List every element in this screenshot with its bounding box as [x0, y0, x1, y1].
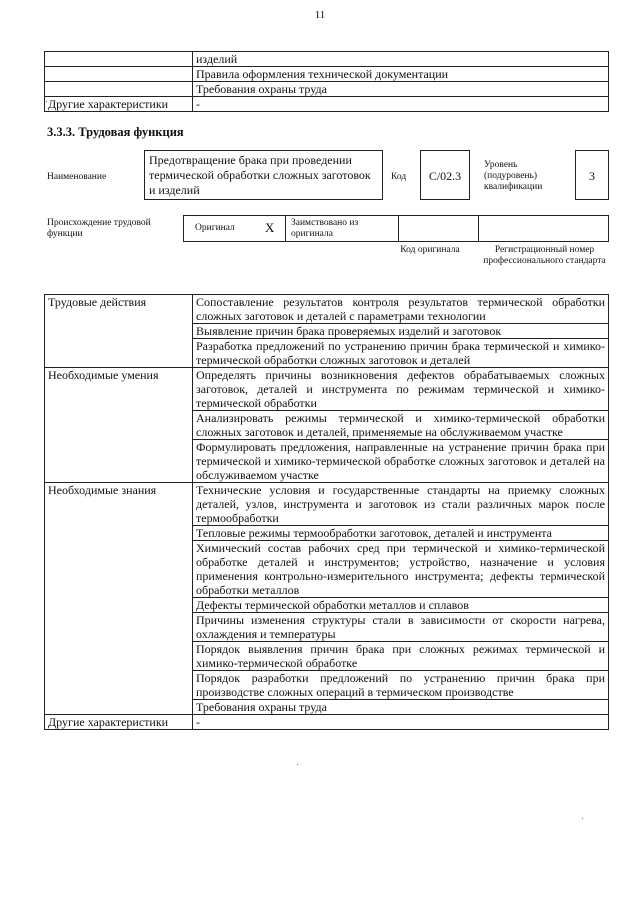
level-box	[575, 150, 609, 200]
origin-divider	[285, 215, 286, 242]
table-cell-label: Другие характеристики	[45, 97, 193, 112]
group-item: Сопоставление результатов контроля результатов термической обработки сложных заготовок и деталей с параметрами технологии	[193, 295, 609, 324]
original-mark: Х	[265, 220, 275, 235]
group-item: Выявление причин брака проверяемых изделий и заготовок	[193, 324, 609, 339]
origin-divider	[398, 215, 399, 242]
code-box	[420, 150, 470, 200]
origin-divider	[478, 215, 479, 242]
table-row	[45, 97, 609, 112]
name-label: Наименование	[47, 172, 107, 182]
code-value: С/02.3	[428, 169, 462, 183]
scan-speck	[582, 818, 583, 819]
table-cell-value: Правила оформления технической документации	[193, 67, 609, 82]
group-item: Химический состав рабочих сред при термической и химико-термической обработке деталей и инструментов; устройство, назначение и условия применения контрольно-измерительного инструмента; дефекты термической обработки металлов	[193, 541, 609, 598]
table-row	[45, 715, 609, 730]
code-label: Код	[391, 172, 407, 182]
group-label: Необходимые умения	[45, 368, 193, 483]
main-function-table	[44, 294, 609, 730]
reg-number-caption: Регистрационный номер профессионального стандарта	[483, 245, 606, 266]
table-cell-value: Требования охраны труда	[193, 82, 609, 97]
group-item: Разработка предложений по устранению причин брака термической и химико-термической обработки сложных заготовок и деталей	[193, 339, 609, 368]
table-cell-value: изделий	[193, 52, 609, 67]
scan-speck	[297, 764, 298, 765]
group-item: Определять причины возникновения дефектов обрабатываемых сложных заготовок, деталей и инструмента по режимам термической и химико-термической обработки	[193, 368, 609, 411]
table-row	[45, 368, 609, 411]
section-title: 3.3.3. Трудовая функция	[47, 125, 184, 139]
group-item: Формулировать предложения, направленные на устранение причин брака при термической и химико-термической обработке сложных заготовок и деталей на обслуживаемом участке	[193, 440, 609, 483]
page-number: 11	[314, 9, 326, 21]
group-item: Причины изменения структуры стали в зависимости от скорости нагрева, охлаждения и температуры	[193, 613, 609, 642]
group-item: -	[193, 715, 609, 730]
table-cell-label	[45, 82, 193, 97]
table-row	[45, 52, 609, 67]
group-label: Необходимые знания	[45, 483, 193, 715]
level-value: 3	[589, 169, 595, 183]
original-label: Оригинал	[195, 223, 235, 233]
table-cell-label	[45, 67, 193, 82]
top-continuation-table	[44, 51, 609, 112]
level-label: Уровень (подуровень) квалификации	[484, 160, 543, 192]
group-label: Трудовые действия	[45, 295, 193, 368]
group-item: Дефекты термической обработки металлов и сплавов	[193, 598, 609, 613]
table-row	[45, 67, 609, 82]
group-item: Анализировать режимы термической и химико-термической обработки сложных заготовок и деталей, применяемые на обслуживаемом участке	[193, 411, 609, 440]
table-cell-label	[45, 52, 193, 67]
borrowed-label: Заимствовано из оригинала	[291, 218, 359, 239]
function-name-value: Предотвращение брака при проведении термической обработки сложных заготовок и изделий	[149, 153, 371, 197]
scan-speck	[46, 101, 47, 102]
origin-label: Происхождение трудовой функции	[47, 218, 151, 239]
table-cell-value: -	[193, 97, 609, 112]
function-name-box	[144, 150, 383, 200]
origin-box	[183, 215, 609, 242]
table-row	[45, 295, 609, 324]
table-row	[45, 82, 609, 97]
group-item: Тепловые режимы термообработки заготовок, деталей и инструмента	[193, 526, 609, 541]
group-item: Технические условия и государственные стандарты на приемку сложных деталей, узлов, инструмента и заготовок из стали различных марок после термообработки	[193, 483, 609, 526]
group-item: Порядок разработки предложений по устранению причин брака при производстве сложных операций в термическом производстве	[193, 671, 609, 700]
group-item: Порядок выявления причин брака при сложных режимах термической и химико-термической обработке	[193, 642, 609, 671]
table-row	[45, 483, 609, 526]
group-label: Другие характеристики	[45, 715, 193, 730]
group-item: Требования охраны труда	[193, 700, 609, 715]
code-original-caption: Код оригинала	[400, 245, 460, 255]
